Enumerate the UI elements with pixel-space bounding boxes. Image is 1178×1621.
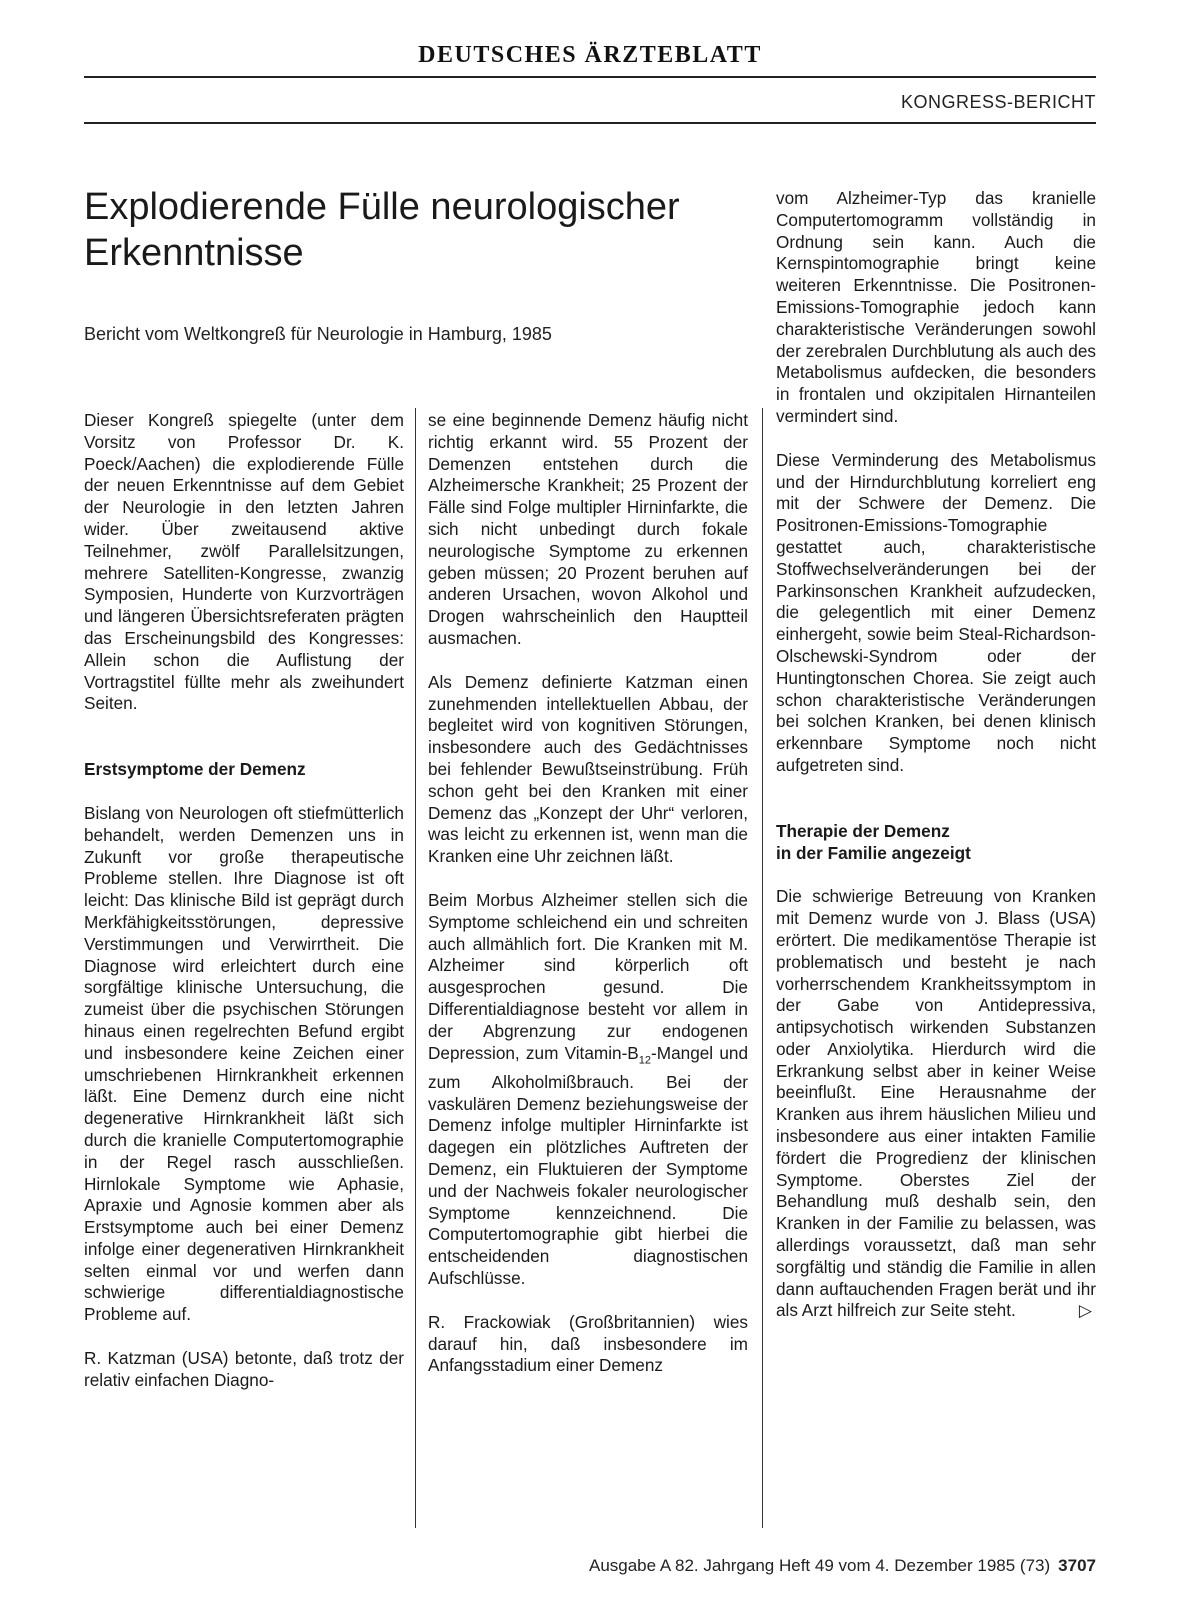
paragraph: Als Demenz definierte Katzman einen zunehmenden intellektuellen Abbau, der begleitet wird von kognitiven Störungen, insbesondere auch des Gedächtnisses bei fehlender Bewußtseinstrübung. Früh schon geht bei den Kranken mit einer Demenz das „Konzept der Uhr“ verloren, was leicht zu erkennen ist, wenn man die Kranken eine Uhr zeichnen läßt. [428,671,748,867]
section-heading: Erstsymptome der Demenz [84,759,306,780]
paragraph: R. Katzman (USA) betonte, daß trotz der relativ einfachen Diagno- [84,1348,404,1390]
paragraph: Dieser Kongreß spiegelte (unter dem Vorsitz von Professor Dr. K. Poeck/Aachen) die explodierende Fülle der neuen Erkenntnisse auf dem Gebiet der Neurologie in den letzten Jahren wider. Über zweitausend aktive Teilnehmer, zwölf Parallelsitzungen, mehrere Satelliten-Kongresse, zwanzig Symposien, Hunderte von Kurzvorträgen und längeren Übersichtsreferaten prägten das Erscheinungsbild des Kongresses: Allein schon die Auflistung der Vortragstitel füllte mehr als zweihundert Seiten. [84,410,404,714]
paragraph-text: -Mangel und zum Alkoholmißbrauch. Bei der vaskulären Demenz beziehungsweise der Demenz infolge multipler Hirninfarkte ist dagegen ein plötzliches Auftreten der Demenz, ein Fluktuieren der Symptome und der Nachweis fokaler neurologischer Symptome kennzeichnend. Die Computertomographie gibt hierbei die entscheidenden diagnostischen Aufschlüsse. [428,1042,749,1288]
paragraph: Bislang von Neurologen oft stiefmütterlich behandelt, werden Demenzen uns in Zukunft vor große therapeutische Probleme stellen. Ihre Diagnose ist oft leicht: Das klinische Bild ist geprägt durch Merkfähigkeitsstörungen, depressive Verstimmungen und Verwirrtheit. Die Diagnose wird erleichtert durch eine sorgfältige klinische Untersuchung, die zumeist über die psychischen Störungen hinaus einen regelrechten Befund ergibt und insbesondere keine Zeichen einer umschriebenen Hirnkrankheit erkennen läßt. Eine Demenz durch eine nicht degenerative Hirnkrankheit läßt sich durch die kranielle Computertomographie in der Regel rasch ausschließen. Hirnlokale Symptome wie Aphasie, Apraxie und Agnosie kommen aber als Erstsymptome auch bei einer Demenz infolge einer degenerativen Hirnkrankheit selten einmal vor und werfen dann schwierige differentialdiagnostische Probleme auf. [84,802,404,1325]
column-divider [762,408,763,1528]
article-subtitle: Bericht vom Weltkongreß für Neurologie in Hamburg, 1985 [84,324,552,344]
paragraph [776,886,1096,1322]
paragraph: vom Alzheimer-Typ das kranielle Computertomogramm vollständig in Ordnung sein kann. Auch die Kernspintomographie bringt keine weiteren Erkenntnisse. Die Positronen-Emissions-Tomographie jedoch kann charakteristische Veränderungen sowohl der zerebralen Durchblutung als auch des Metabolismus aufdecken, die besonders in frontalen und okzipitalen Hirnanteilen vermindert sind. [776,188,1096,426]
paragraph: R. Frackowiak (Großbritannien) wies darauf hin, daß insbesondere im Anfangsstadium einer Demenz [428,1311,748,1376]
paragraph: se eine beginnende Demenz häufig nicht richtig erkannt wird. 55 Prozent der Demenzen entstehen durch die Alzheimersche Krankheit; 25 Prozent der Fälle sind Folge multipler Hirninfarkte, die sich nicht unbedingt durch fokale neurologische Symptome zu erkennen geben müssen; 20 Prozent beruhen auf anderen Ursachen, wovon Alkohol und Drogen wahrscheinlich den Hauptteil ausmachen. [428,410,748,648]
section-heading [776,821,1096,865]
paragraph: Diese Verminderung des Metabolismus und der Hirndurchblutung korreliert eng mit der Schwere der Demenz. Die Positronen-Emissions-Tomographie gestattet auch, charakteristische Stoffwechselveränderungen bei der Parkinsonschen Krankheit aufzudecken, die gelegentlich mit einer Demenz einhergeht, sowie beim Steal-Richardson-Olschewski-Syndrom oder der Huntingtonschen Chorea. Sie zeigt auch schon charakteristische Veränderungen bei solchen Kranken, bei denen klinisch erkennbare Symptome noch nicht aufgetreten sind. [776,449,1096,775]
masthead-rule [84,76,1096,78]
page-number: 3707 [1058,1556,1096,1575]
column-divider [415,408,416,1528]
column-3 [776,188,1096,1526]
issue-info: Ausgabe A 82. Jahrgang Heft 49 vom 4. Dezember 1985 (73) [588,1556,1051,1575]
subscript: 12 [638,1053,652,1066]
paragraph-text: Beim Morbus Alzheimer stellen sich die Symptome schleichend ein und schreiten auch allmählich fort. Die Kranken mit M. Alzheimer sind körperlich oft ausgesprochen gesund. Die Differentialdiagnose besteht vor allem in der Abgrenzung zur endogenen Depression, zum Vitamin-B [428,889,748,1063]
heading-line: in der Familie angezeigt [776,842,971,863]
page-footer [589,1556,1096,1576]
paragraph [428,890,748,1290]
article-title: Explodierende Fülle neurologischer Erkenntnisse [84,186,680,274]
column-1 [84,410,404,1526]
column-2 [428,410,748,1526]
section-label: KONGRESS-BERICHT [900,92,1096,112]
paragraph-text: Die schwierige Betreuung von Kranken mit Demenz wurde von J. Blass (USA) erörtert. Die medikamentöse Therapie ist problematisch und besteht je nach vorherrschendem Krankheitssymptom in der Gabe von Antidepressiva, antipsychotisch wirkenden Substanzen oder Anxiolytika. Hierdurch wird die Erkrankung selbst aber in keiner Weise beeinflußt. Eine Herausnahme der Kranken aus ihrem häuslichen Milieu und insbesondere aus einer intakten Familie fördert die Progredienz der klinischen Symptome. Oberstes Ziel der Behandlung muß deshalb sein, den Kranken in der Familie zu belassen, was allerdings voraussetzt, daß man sehr sorgfältig und ständig die Familie in allen dann auftauchenden Fragen berät und ihr als Arzt hilfreich zur Seite steht. [776,886,1096,1321]
masthead: DEUTSCHES ÄRZTEBLATT [418,42,762,68]
heading-line: Therapie der Demenz [776,820,950,841]
section-rule [84,122,1096,124]
continue-arrow-icon: ▷ [1078,1301,1092,1321]
